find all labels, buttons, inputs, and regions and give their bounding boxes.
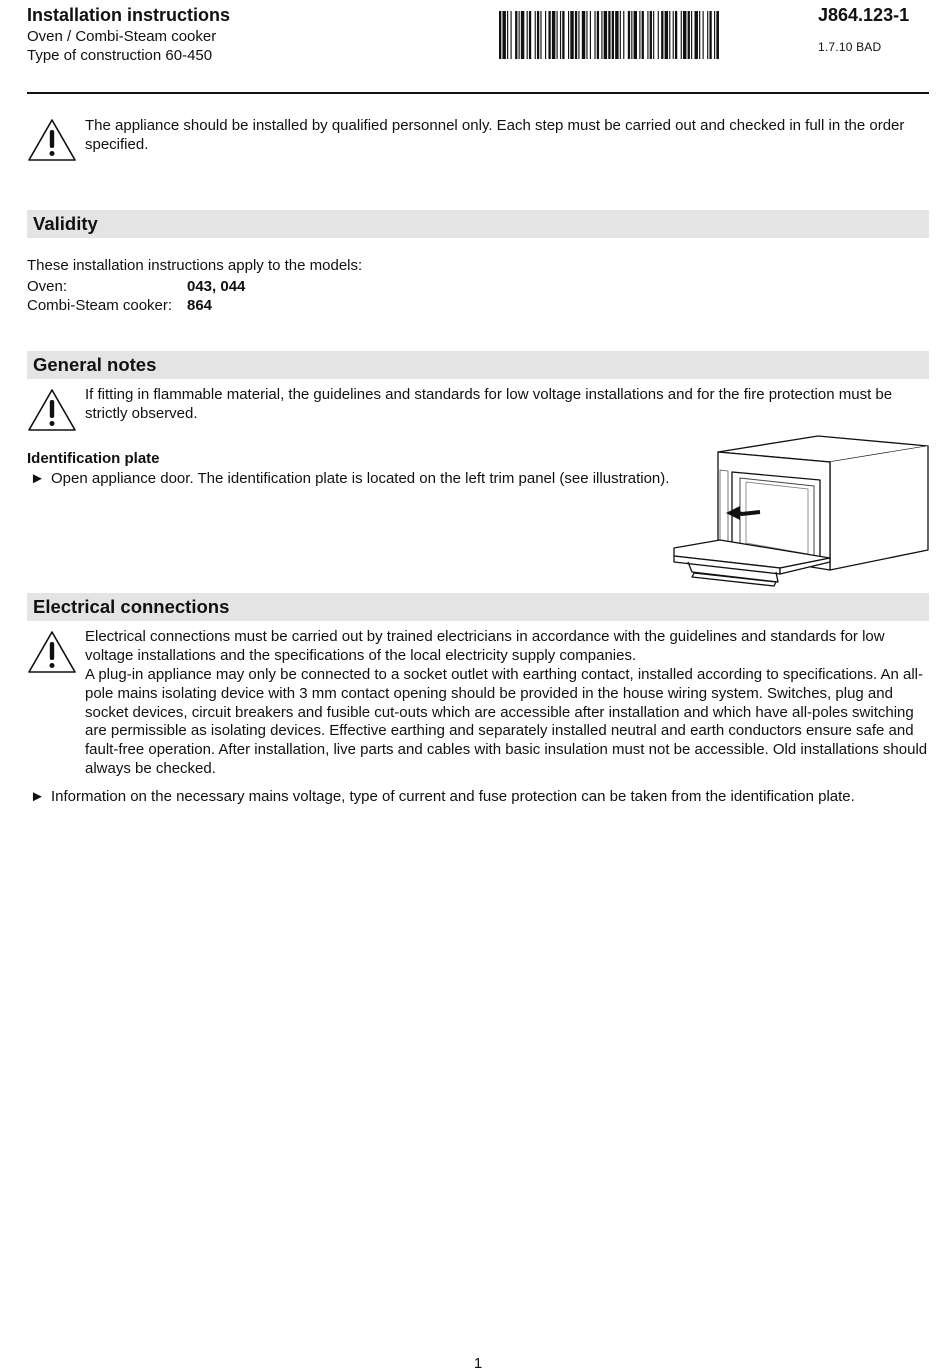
model-value: 043, 044 (187, 278, 246, 295)
section-title: General notes (33, 354, 157, 375)
electrical-step: Information on the necessary mains voltage, type of current and fuse protection can be taken from the identification plate. (51, 788, 855, 805)
barcode (499, 11, 719, 59)
electrical-warning-text-1: Electrical connections must be carried out by trained electricians in accordance with the guidelines and standards for low voltage installations and the specifications of the local electricity supply companies. (85, 628, 885, 664)
document-subtitle: Oven / Combi-Steam cooker (27, 28, 217, 45)
section-header-validity (27, 210, 929, 238)
model-value: 864 (187, 297, 213, 314)
page-number: 1 (473, 1355, 483, 1372)
warning-triangle-icon (27, 388, 77, 432)
section-header-general-notes (27, 351, 929, 379)
intro-warning-text: The appliance should be installed by qualified personnel only. Each step must be carried out and checked in full in the order specified. (85, 117, 905, 153)
warning-triangle-icon (27, 118, 77, 162)
triangle-right-icon: ► (30, 788, 45, 805)
general-notes-warning-text: If fitting in flammable material, the guidelines and standards for low voltage installations and for the fire protection must be strictly observed. (85, 386, 893, 422)
oven-illustration (670, 432, 930, 588)
warning-triangle-icon (27, 630, 77, 674)
document-title: Installation instructions (27, 5, 231, 25)
section-title: Validity (33, 213, 98, 234)
triangle-right-icon: ► (30, 470, 45, 487)
electrical-warning-text-2: A plug-in appliance may only be connected to a socket outlet with earthing contact, installed according to specifications. An all-pole mains isolating device with 3 mm contact opening should be provided in the house wiring system. Switches, plug and socket devices, circuit breakers and fusible cut-outs which are accessible after installation and which have all-poles switching are permissible as isolating devices. Effective earthing and separately installed neutral and earth conductors ensure safe and fault-free operation. After installation, live parts and cables with basic insulation must not be accessible. Old installations should always be checked. (85, 666, 928, 777)
identification-plate-heading: Identification plate (27, 450, 160, 467)
header-divider (27, 92, 929, 94)
section-title: Electrical connections (33, 596, 230, 617)
model-label: Oven: (27, 278, 68, 295)
identification-plate-step: Open appliance door. The identification plate is located on the left trim panel (see illustration). (51, 470, 670, 487)
construction-type: Type of construction 60-450 (27, 47, 213, 64)
document-date: 1.7.10 BAD (818, 40, 882, 54)
validity-intro: These installation instructions apply to the models: (27, 257, 363, 274)
document-number: J864.123-1 (818, 5, 910, 25)
section-header-electrical (27, 593, 929, 621)
model-label: Combi-Steam cooker: (27, 297, 173, 314)
